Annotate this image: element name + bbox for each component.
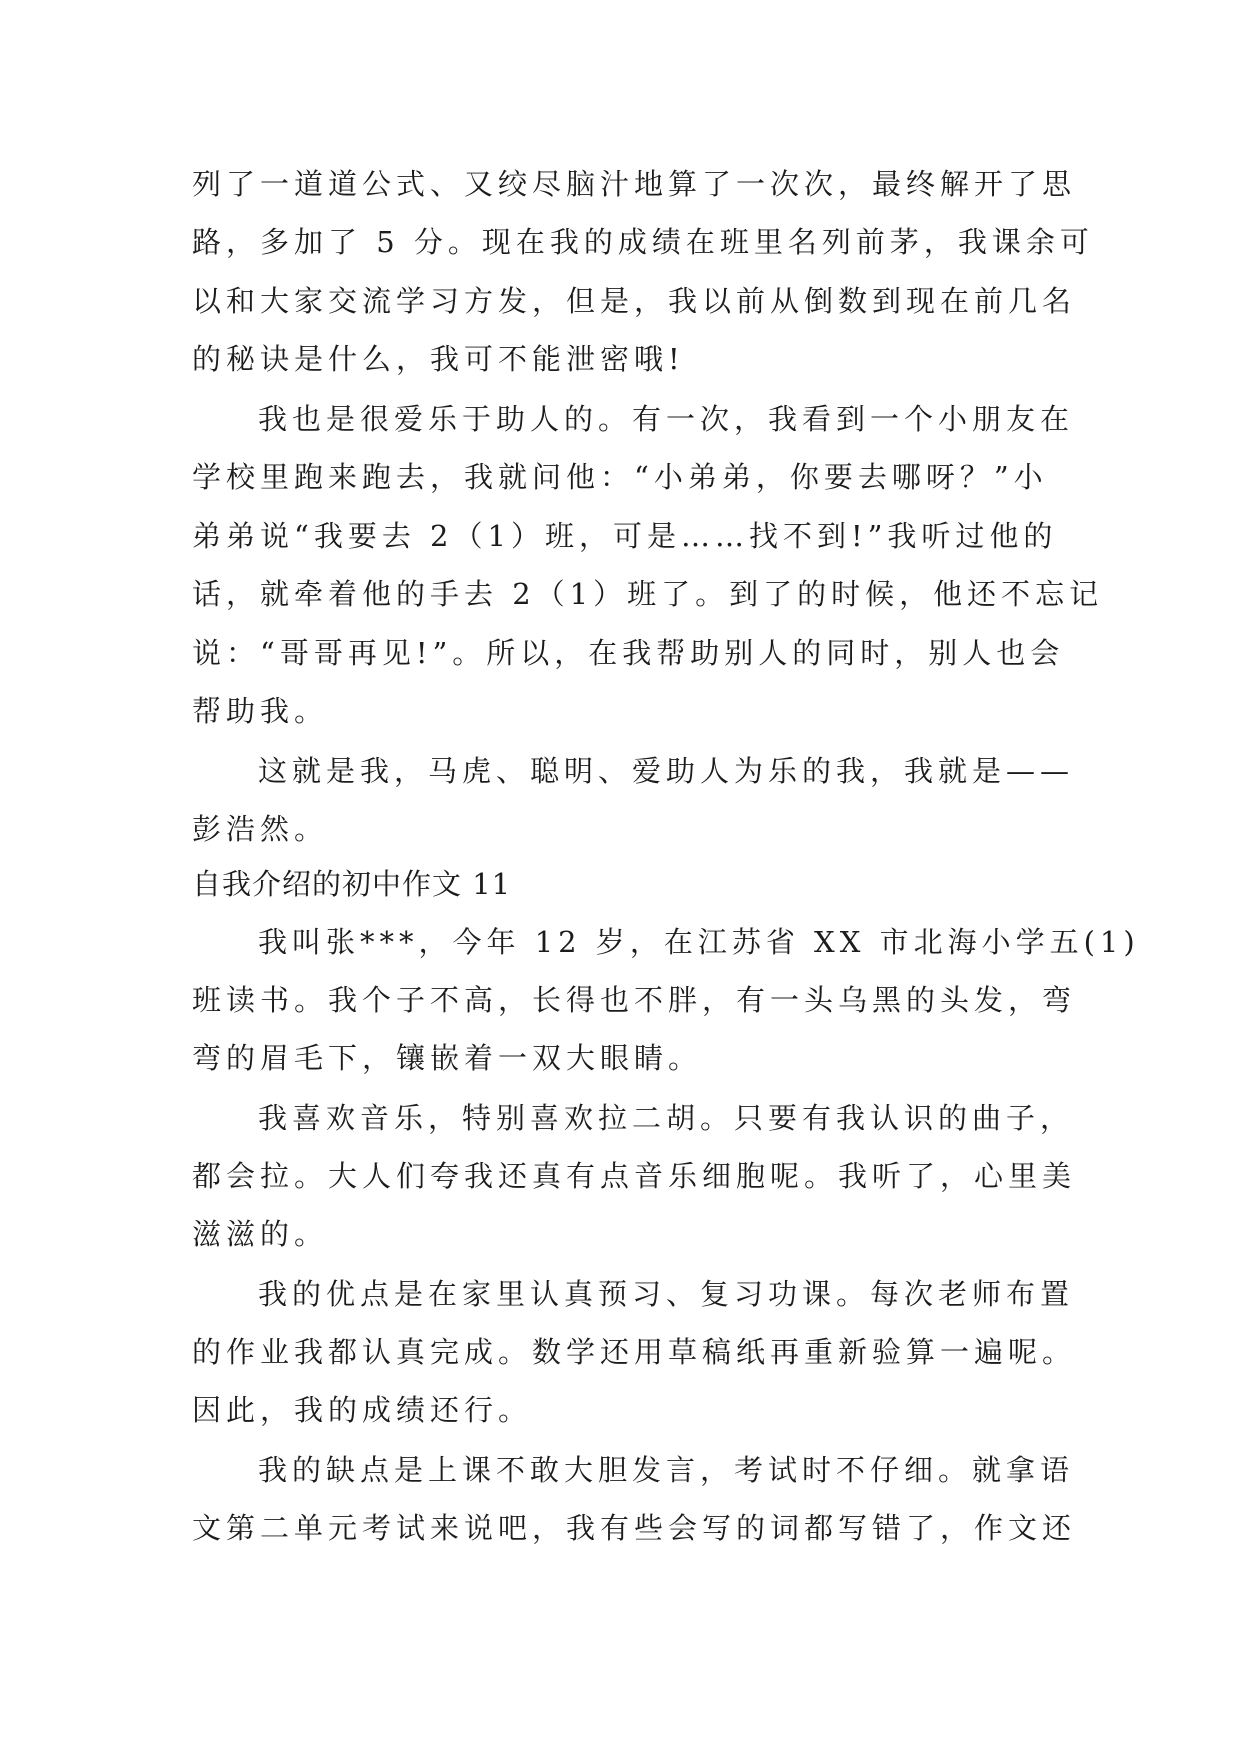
text-line: 班读书。我个子不高，长得也不胖，有一头乌黑的头发，弯 <box>192 983 1077 1017</box>
text-line: 因此，我的成绩还行。 <box>192 1393 533 1427</box>
paragraph-first-line: 我的优点是在家里认真预习、复习功课。每次老师布置 <box>258 1277 1075 1311</box>
text-line: 说：“哥哥再见!”。所以，在我帮助别人的同时，别人也会 <box>192 636 1065 670</box>
paragraph-first-line: 我的缺点是上课不敢大胆发言，考试时不仔细。就拿语 <box>258 1453 1075 1487</box>
text-line: 的作业我都认真完成。数学还用草稿纸再重新验算一遍呢。 <box>192 1335 1077 1369</box>
text-line: 的秘诀是什么，我可不能泄密哦! <box>192 342 685 376</box>
text-line: 滋滋的。 <box>192 1217 329 1251</box>
text-line: 弟弟说“我要去 2（1）班，可是……找不到!”我听过他的 <box>192 519 1058 553</box>
paragraph-first-line: 我也是很爱乐于助人的。有一次，我看到一个小朋友在 <box>258 402 1075 436</box>
text-line: 路，多加了 5 分。现在我的成绩在班里名列前茅，我课余可 <box>192 225 1094 259</box>
section-heading: 自我介绍的初中作文 11 <box>192 867 512 901</box>
paragraph-first-line: 我喜欢音乐，特别喜欢拉二胡。只要有我认识的曲子， <box>258 1101 1075 1135</box>
text-line: 话，就牵着他的手去 2（1）班了。到了的时候，他还不忘记 <box>192 577 1104 611</box>
text-line: 帮助我。 <box>192 694 329 728</box>
paragraph-first-line: 我叫张***，今年 12 岁，在江苏省 XX 市北海小学五(1) <box>258 925 1140 959</box>
paragraph-first-line: 这就是我，马虎、聪明、爱助人为乐的我，我就是—— <box>258 754 1075 788</box>
text-line: 都会拉。大人们夸我还真有点音乐细胞呢。我听了，心里美 <box>192 1159 1077 1193</box>
text-line: 文第二单元考试来说吧，我有些会写的词都写错了，作文还 <box>192 1511 1077 1545</box>
text-line: 彭浩然。 <box>192 812 329 846</box>
text-line: 学校里跑来跑去，我就问他：“小弟弟，你要去哪呀？”小 <box>192 460 1048 494</box>
text-line: 以和大家交流学习方发，但是，我以前从倒数到现在前几名 <box>192 284 1077 318</box>
text-line: 弯的眉毛下，镶嵌着一双大眼睛。 <box>192 1041 703 1075</box>
text-line: 列了一道道公式、又绞尽脑汁地算了一次次，最终解开了思 <box>192 167 1077 201</box>
